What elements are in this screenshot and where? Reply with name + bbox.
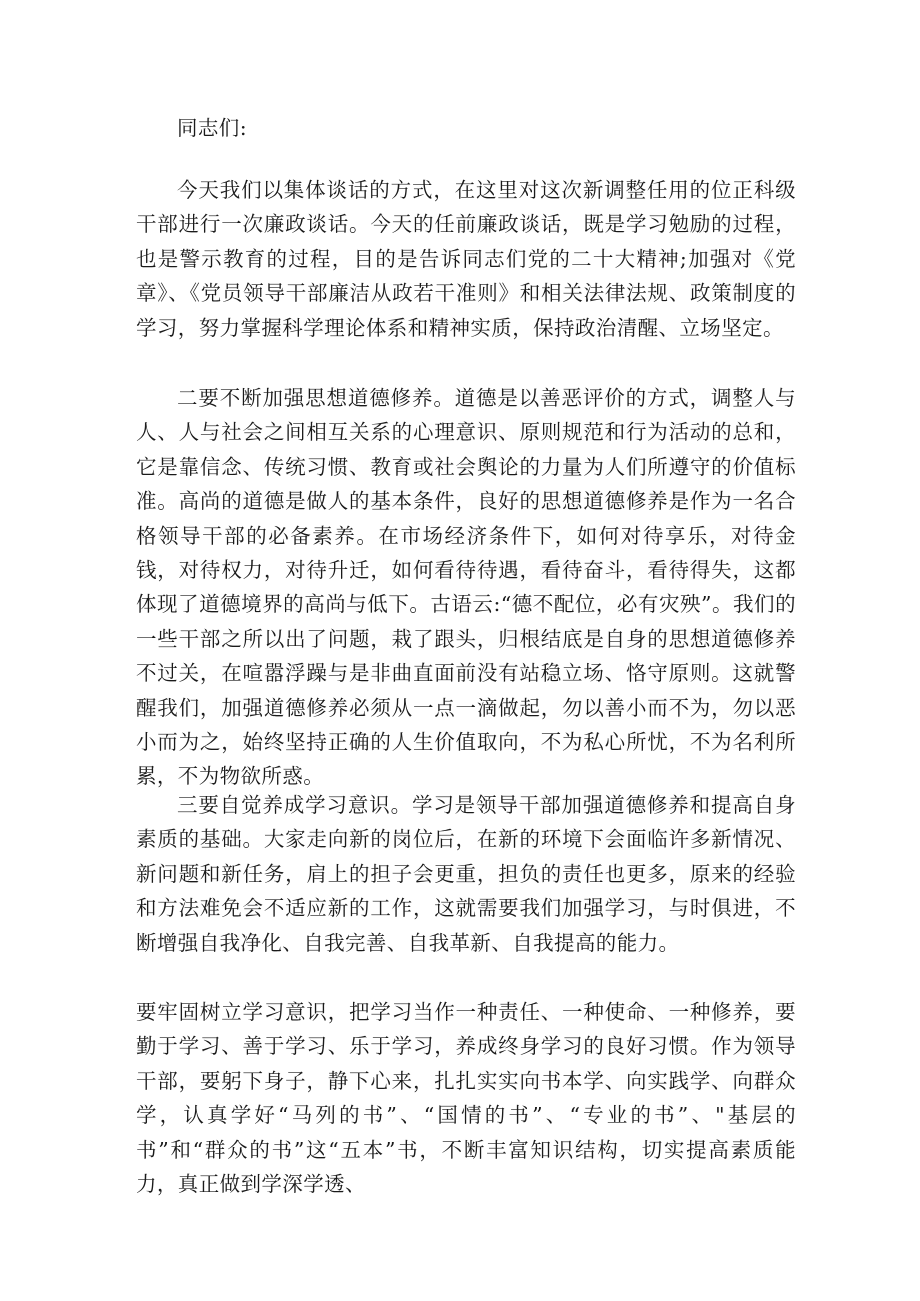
paragraph-moral-cultivation: 二要不断加强思想道德修养。道德是以善恶评价的方式，调整人与人、人与社会之间相互关系的心理意识、原则规范和行为活动的总和，它是靠信念、传统习惯、教育或社会舆论的力量为人们所遵守的价值标准。高尚的道德是做人的基本条件，良好的思想道德修养是作为一名合格领导干部的必备素养。在市场经济条件下，如何对待享乐，对待金钱，对待权力，对待升迁，如何看待待遇，看待奋斗，看待得失，这都体现了道德境界的高尚与低下。古语云:“德不配位，必有灾殃”。我们的一些干部之所以出了问题，栽了跟头，归根结底是自身的思想道德修养不过关，在喧嚣浮躁与是非曲直面前没有站稳立场、恪守原则。这就警醒我们，加强道德修养必须从一点一滴做起，勿以善小而不为，勿以恶小而为之，始终坚持正确的人生价值取向，不为私心所忧，不为名利所累，不为物欲所惑。 <box>136 386 796 789</box>
paragraph-learning-continued: 要牢固树立学习意识，把学习当作一种责任、一种使命、一种修养，要勤于学习、善于学习、乐于学习，养成终身学习的良好习惯。作为领导干部，要躬下身子，静下心来，扎扎实实向书本学、向实践学、向群众学，认真学好“马列的书”、“国情的书”、“专业的书”、"基层的书”和“群众的书”这“五本”书，不断丰富知识结构，切实提高素质能力，真正做到学深学透、 <box>136 1000 796 1197</box>
paragraph-intro: 今天我们以集体谈话的方式，在这里对这次新调整任用的位正科级干部进行一次廉政谈话。今天的任前廉政谈话，既是学习勉励的过程，也是警示教育的过程，目的是告诉同志们党的二十大精神;加强对《党章》、《党员领导干部廉洁从政若干准则》和相关法律法规、政策制度的学习，努力掌握科学理论体系和精神实质，保持政治清醒、立场坚定。 <box>136 178 796 340</box>
paragraph-learning-awareness: 三要自觉养成学习意识。学习是领导干部加强道德修养和提高自身素质的基础。大家走向新的岗位后，在新的环境下会面临许多新情况、新问题和新任务，肩上的担子会更重，担负的责任也更多，原来的经验和方法难免会不适应新的工作，这就需要我们加强学习，与时俱进，不断增强自我净化、自我完善、自我革新、自我提高的能力。 <box>136 793 796 955</box>
greeting: 同志们: <box>177 116 248 140</box>
